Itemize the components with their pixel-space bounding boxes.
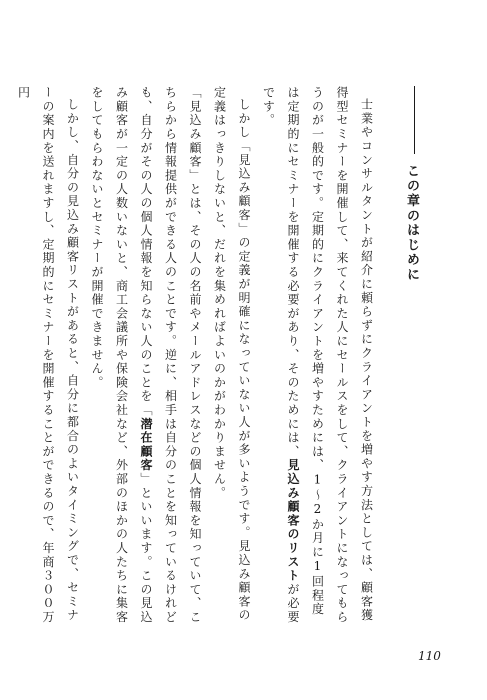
heading-rule [414,86,416,154]
emphasized-term: 潜在顧客 [139,417,153,473]
paragraph-text: 士業やコンサルタントが紹介に頼らずにクライアントを増やす方法としては、顧客獲得型セミナーを開催して、来てくれた人にセールスをして、クライアントになってもらうのが一般的です。定期的にクライアントを増やすためには、1～2か月に1回程度は定期的にセミナーを開催する必要があり、そのためには、 [286,86,374,625]
paragraph-text: しかし「見込み顧客」の定義が明確になっていない人が多いようです。見込み顧客の定義はっきりしないと、だれを集めればよいのかがわかりません。 [212,86,251,623]
vertical-text-block [11,86,423,626]
paragraph-text: 」といいます。この見込み顧客が一定の人数いないと、商工会議所や保険会社など、外部のほかの人たちに集客をしてもらわないとセミナーが開催できません。 [90,86,153,625]
emphasized-term: 見込み顧客のリスト [286,458,300,583]
body-paragraph [207,86,256,626]
paragraph-text: しかし、自分の見込み顧客リストがあると、自分に都合のよいタイミングで、セミナーの案内を送れますし、定期的にセミナーを開催することができるので、年商３００万円 [16,86,80,625]
heading-text: この章のはじめに [404,164,419,283]
body-paragraph [256,86,379,626]
paragraph-text: 「見込み顧客」とは、その人の名前やメールアドレスなどの個人情報を知っていて、こちらから情報提供ができる人のことです。逆に、相手は自分のことを知っているけれども、自分がその人の個人情報を知らない人のことを「 [139,86,202,625]
paragraph-text: が必要です。 [261,86,300,625]
body-paragraph [85,86,208,626]
body-paragraph [11,86,85,626]
chapter-intro-heading [399,86,424,626]
page-number: 110 [418,649,441,663]
